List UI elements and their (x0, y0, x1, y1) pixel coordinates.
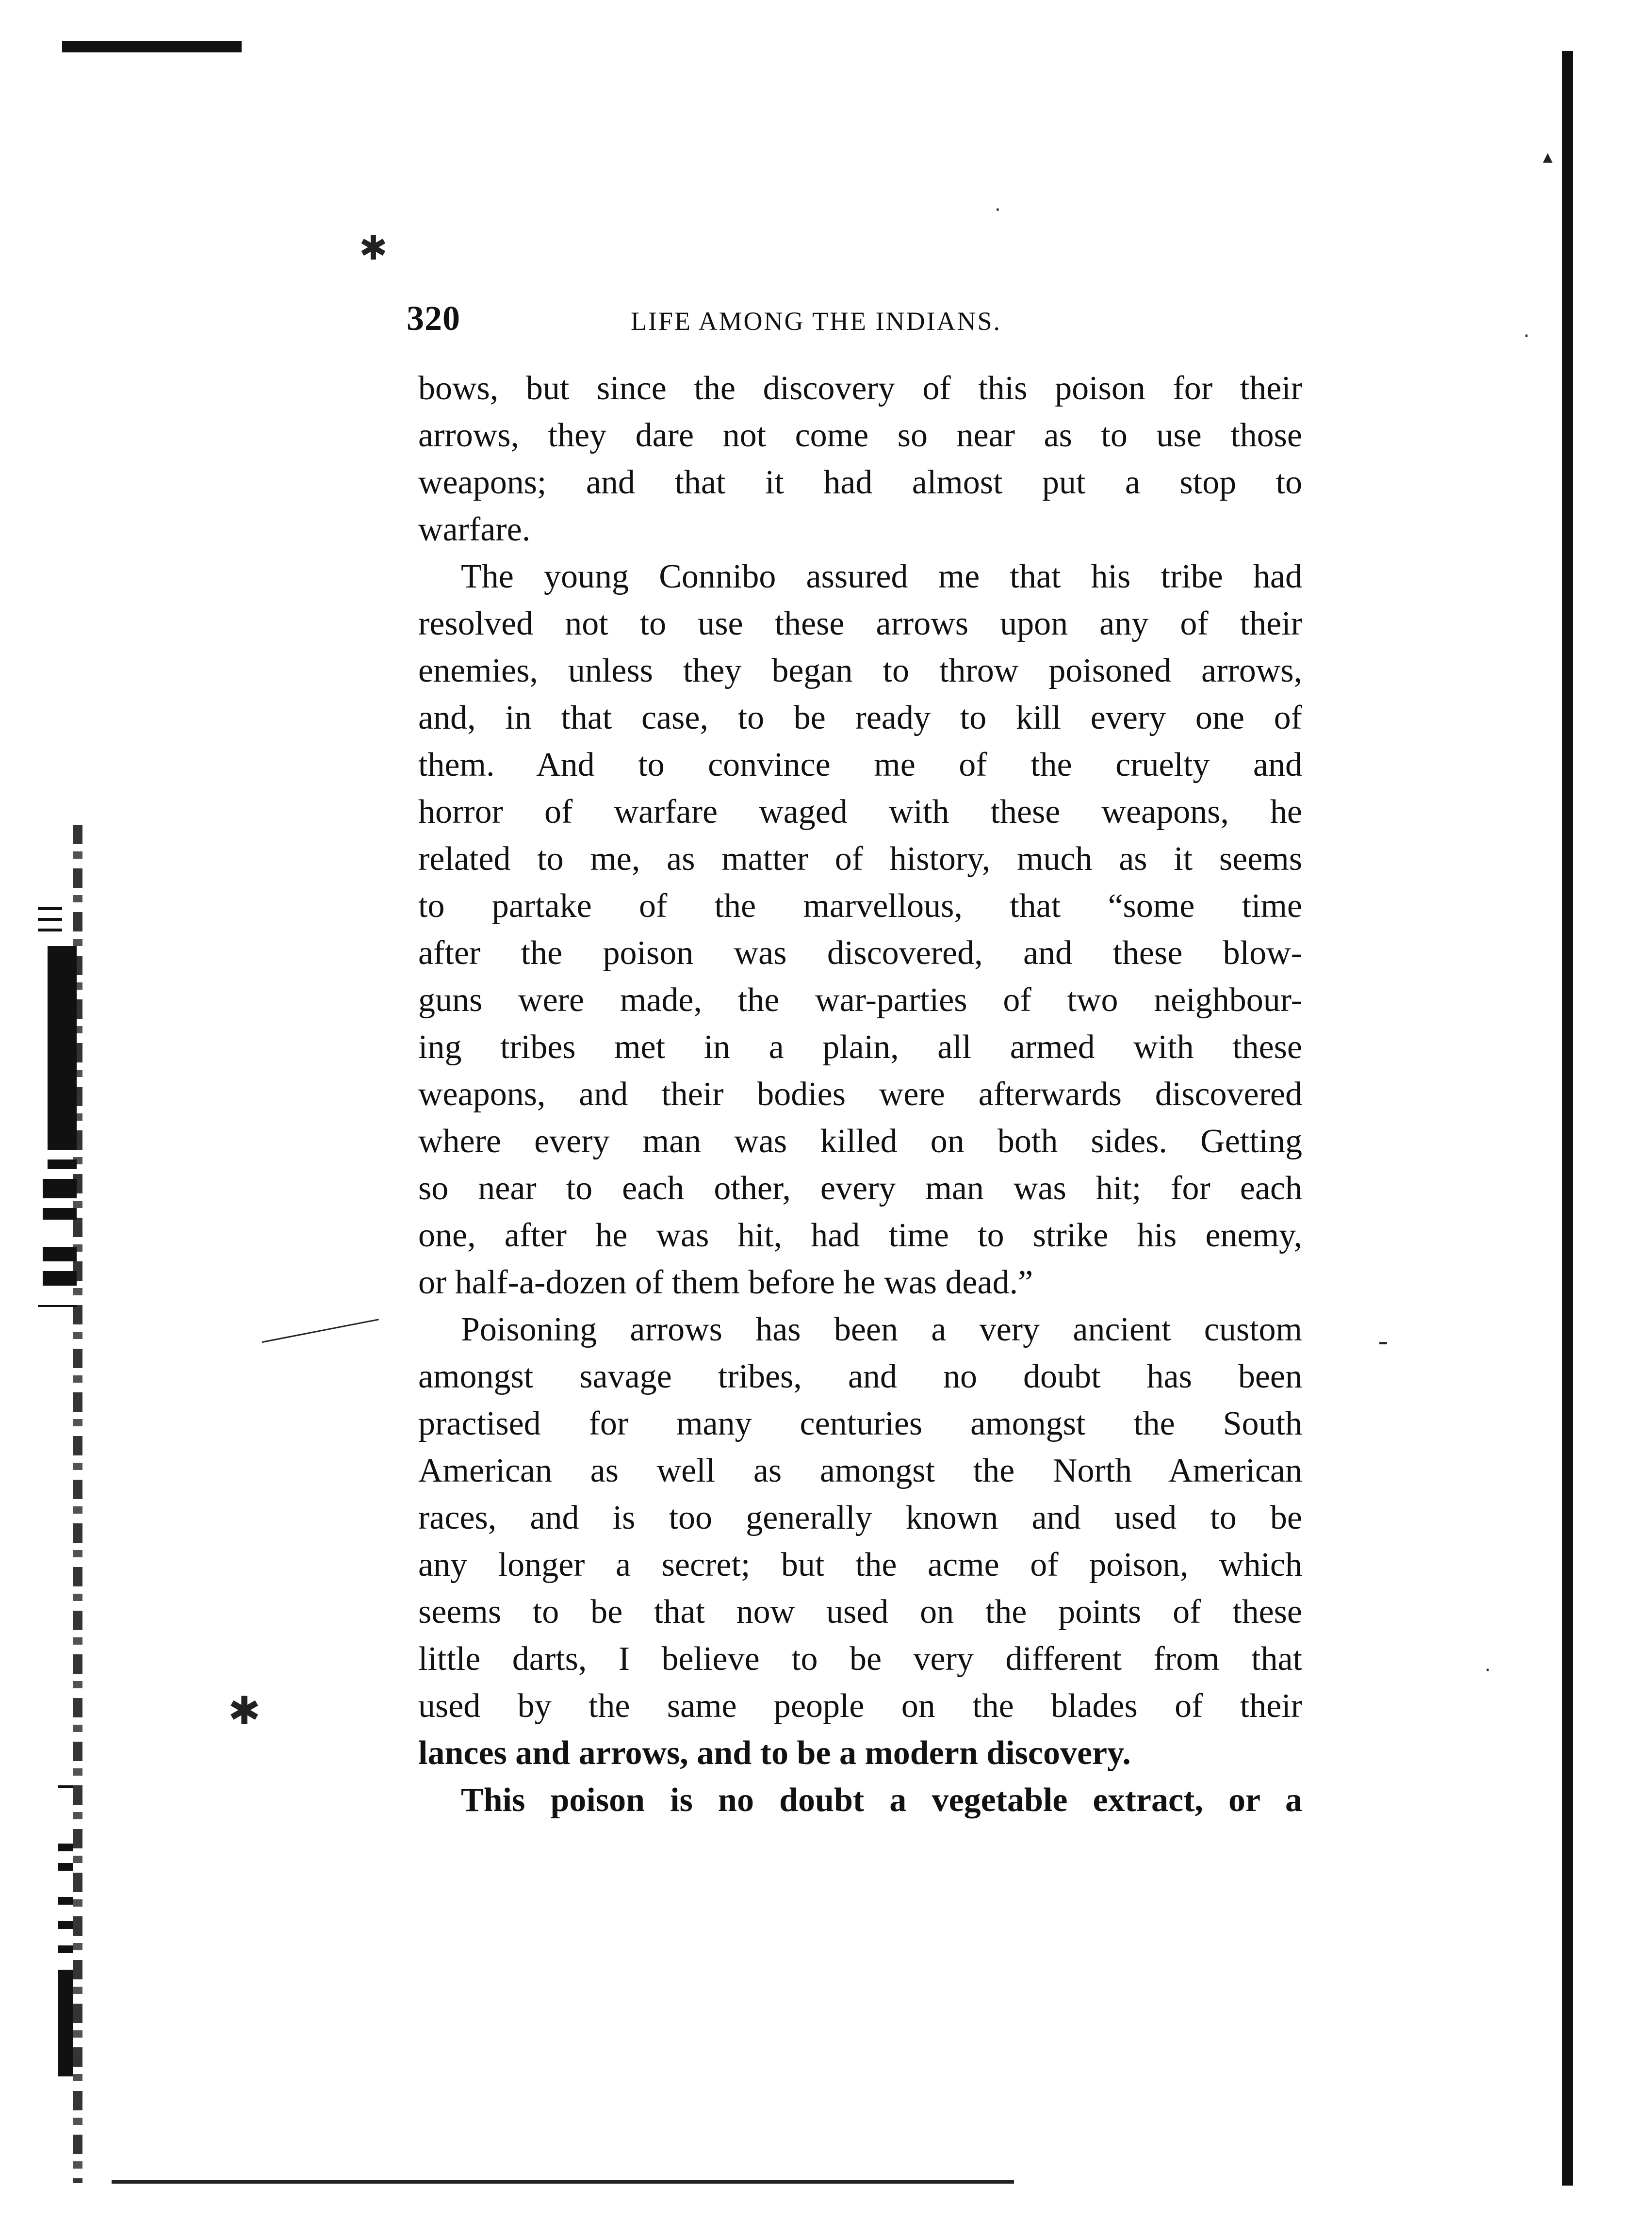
text-line: This poison is no doubt a vegetable extract, or a (461, 1781, 1302, 1819)
text-line: warfare. (418, 511, 531, 548)
ink-speck: · (1485, 1659, 1491, 1682)
body-text (418, 365, 1302, 1824)
scan-border-bottom (112, 2180, 1014, 2184)
text-line: The young Connibo assured me that his tribe had (461, 558, 1302, 595)
text-line: after the poison was discovered, and these blow- (418, 934, 1302, 972)
ink-speck: · (1523, 325, 1530, 347)
ink-speck: - (1378, 1324, 1389, 1358)
text-line: or half-a-dozen of them before he was dead.” (418, 1264, 1033, 1301)
pen-stroke-mark (262, 1319, 379, 1343)
scan-marks-left (38, 907, 82, 1310)
text-line: where every man was killed on both sides. Getting (418, 1123, 1302, 1160)
text-line: ing tribes met in a plain, all armed with these (418, 1029, 1302, 1066)
text-line: enemies, unless they began to throw poisoned arrows, (418, 652, 1302, 689)
text-line: practised for many centuries amongst the South (418, 1405, 1302, 1442)
scan-marks-left-lower (58, 1785, 78, 2096)
text-line: weapons; and that it had almost put a stop to (418, 464, 1302, 501)
text-line: weapons, and their bodies were afterwards discovered (418, 1076, 1302, 1113)
text-line: arrows, they dare not come so near as to use those (418, 417, 1302, 454)
text-line: little darts, I believe to be very different from that (418, 1640, 1302, 1678)
text-line: one, after he was hit, had time to strike his enemy, (418, 1217, 1302, 1254)
scan-border-right (1562, 51, 1573, 2186)
page-number: 320 (407, 299, 460, 338)
ink-speck: · (995, 199, 1001, 221)
ink-speck: ▴ (1543, 146, 1553, 168)
text-line: bows, but since the discovery of this poison for their (418, 370, 1302, 407)
text-line: related to me, as matter of history, much as it seems (418, 840, 1302, 878)
text-line: to partake of the marvellous, that “some time (418, 887, 1302, 925)
text-line: horror of warfare waged with these weapons, he (418, 793, 1302, 831)
text-line: lances and arrows, and to be a modern discovery. (418, 1734, 1131, 1772)
running-title: LIFE AMONG THE INDIANS. (631, 307, 1001, 336)
text-line: Poisoning arrows has been a very ancient custom (461, 1311, 1302, 1348)
text-line: any longer a secret; but the acme of poison, which (418, 1546, 1302, 1584)
text-line: used by the same people on the blades of their (418, 1687, 1302, 1725)
text-line: seems to be that now used on the points of these (418, 1593, 1302, 1631)
text-line: American as well as amongst the North American (418, 1452, 1302, 1489)
text-line: amongst savage tribes, and no doubt has been (418, 1358, 1302, 1395)
running-head (407, 298, 1086, 347)
text-line: and, in that case, to be ready to kill every one of (418, 699, 1302, 736)
text-line: so near to each other, every man was hit; for each (418, 1170, 1302, 1207)
text-line: guns were made, the war-parties of two neighbour- (418, 981, 1302, 1019)
text-line: resolved not to use these arrows upon any of their (418, 605, 1302, 642)
text-line: races, and is too generally known and used to be (418, 1499, 1302, 1536)
ink-blot: ✱ (359, 228, 388, 268)
text-line: them. And to convince me of the cruelty and (418, 746, 1302, 784)
scan-border-top (62, 41, 242, 52)
ink-blot: ✱ (228, 1688, 261, 1733)
